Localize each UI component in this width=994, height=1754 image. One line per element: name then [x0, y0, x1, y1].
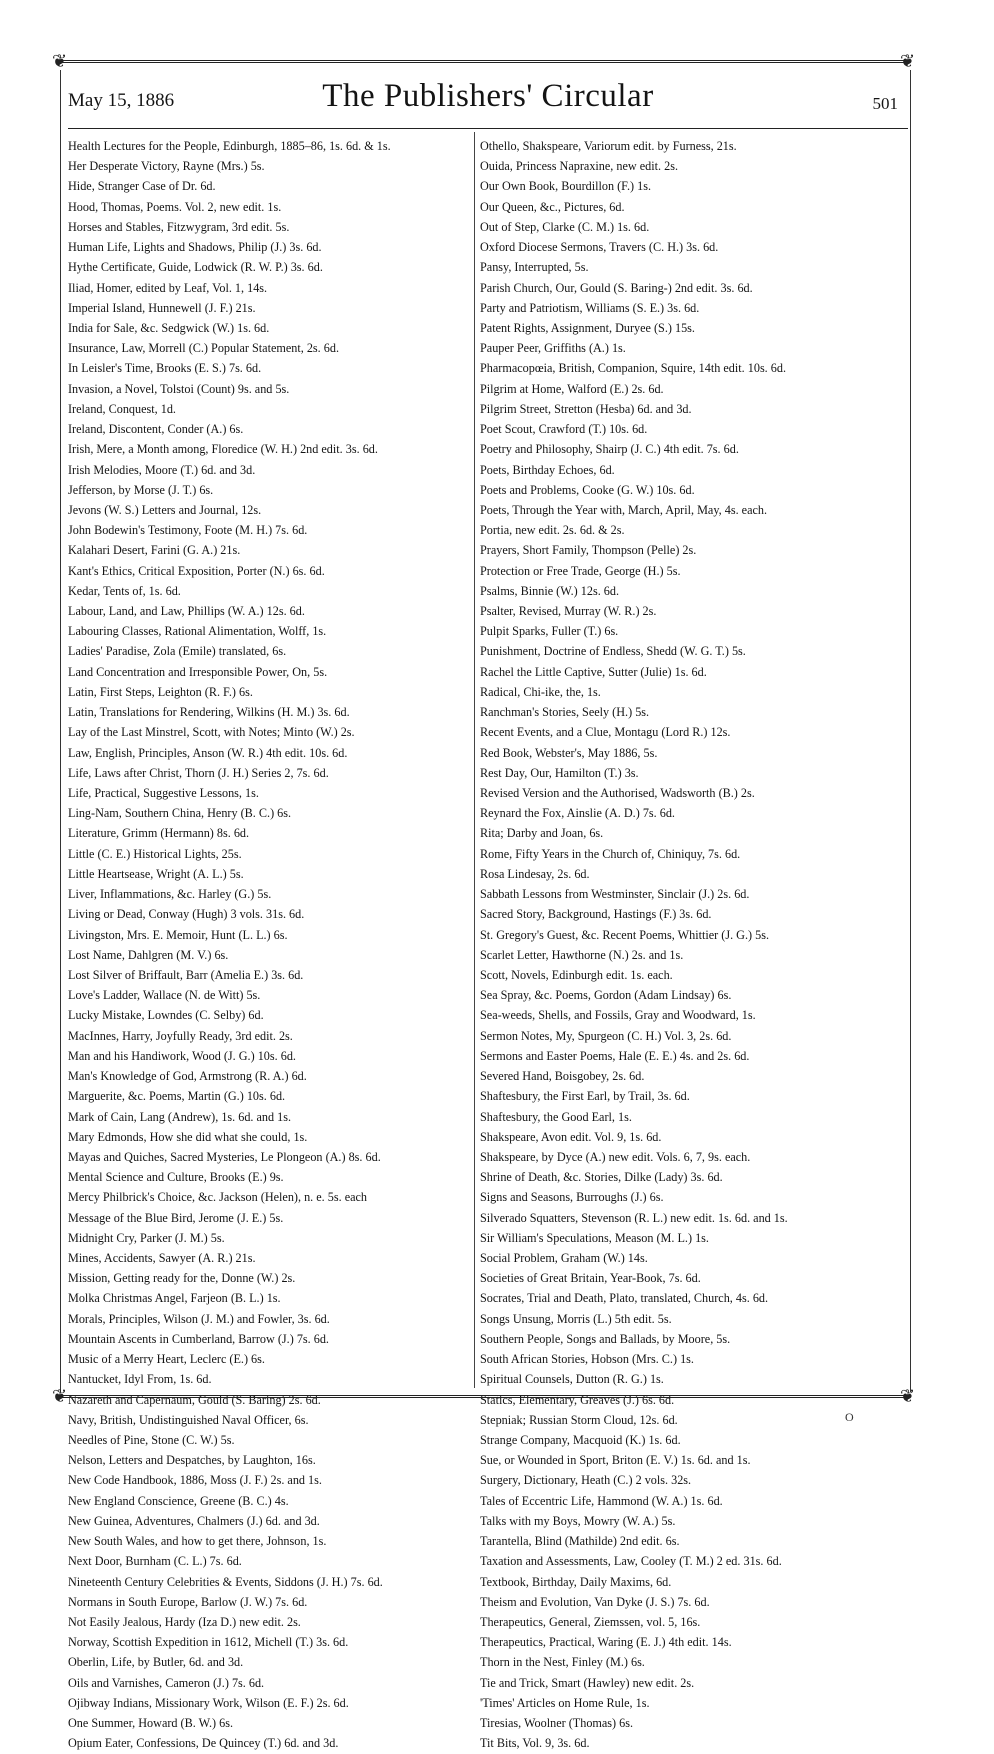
catalogue-entry: Iliad, Homer, edited by Leaf, Vol. 1, 14s. [68, 280, 268, 295]
catalogue-entry: Shakspeare, by Dyce (A.) new edit. Vols. 6, 7, 9s. each. [480, 1149, 751, 1164]
catalogue-entry: Land Concentration and Irresponsible Power, On, 5s. [68, 664, 328, 679]
catalogue-entry: In Leisler's Time, Brooks (E. S.) 7s. 6d. [68, 361, 262, 376]
catalogue-entry: Jevons (W. S.) Letters and Journal, 12s. [68, 502, 262, 517]
catalogue-entry: New Code Handbook, 1886, Moss (J. F.) 2s. and 1s. [68, 1473, 322, 1488]
catalogue-entry: Livingston, Mrs. E. Memoir, Hunt (L. L.) 6s. [68, 927, 288, 942]
column-divider [474, 132, 475, 1388]
catalogue-entry: Hide, Stranger Case of Dr. 6d. [68, 179, 216, 194]
catalogue-entry: Sabbath Lessons from Westminster, Sinclair (J.) 2s. 6d. [480, 887, 750, 902]
catalogue-entry: Lay of the Last Minstrel, Scott, with Notes; Minto (W.) 2s. [68, 725, 355, 740]
catalogue-entry: Man's Knowledge of God, Armstrong (R. A.) 6d. [68, 1069, 307, 1084]
footer-mark: O [845, 1410, 854, 1424]
catalogue-entry: Sermons and Easter Poems, Hale (E. E.) 4s. and 2s. 6d. [480, 1048, 750, 1063]
catalogue-entry: Shakspeare, Avon edit. Vol. 9, 1s. 6d. [480, 1129, 662, 1144]
catalogue-entry: Music of a Merry Heart, Leclerc (E.) 6s. [68, 1352, 265, 1367]
catalogue-entry: Tit Bits, Vol. 9, 3s. 6d. [480, 1736, 590, 1751]
catalogue-entry: Poets, Birthday Echoes, 6d. [480, 462, 615, 477]
left-column [68, 136, 470, 1754]
catalogue-entry: Poets, Through the Year with, March, April, May, 4s. each. [480, 502, 768, 517]
catalogue-entry: Lost Name, Dahlgren (M. V.) 6s. [68, 947, 229, 962]
catalogue-entry: Oberlin, Life, by Butler, 6d. and 3d. [68, 1655, 244, 1670]
catalogue-entry: Silverado Squatters, Stevenson (R. L.) new edit. 1s. 6d. and 1s. [480, 1210, 788, 1225]
catalogue-entry: Ling-Nam, Southern China, Henry (B. C.) 6s. [68, 806, 292, 821]
catalogue-entry: Rita; Darby and Joan, 6s. [480, 826, 604, 841]
catalogue-entry: Poets and Problems, Cooke (G. W.) 10s. 6d. [480, 482, 695, 497]
catalogue-entry: Shaftesbury, the Good Earl, 1s. [480, 1109, 632, 1124]
catalogue-entry: Normans in South Europe, Barlow (J. W.) 7s. 6d. [68, 1594, 308, 1609]
catalogue-entry: Pilgrim at Home, Walford (E.) 2s. 6d. [480, 381, 664, 396]
catalogue-entry: Labouring Classes, Rational Alimentation, Wolff, 1s. [68, 624, 327, 639]
catalogue-entry: Strange Company, Macquoid (K.) 1s. 6d. [480, 1433, 681, 1447]
catalogue-entry: Midnight Cry, Parker (J. M.) 5s. [68, 1230, 225, 1245]
catalogue-entry: Out of Step, Clarke (C. M.) 1s. 6d. [480, 219, 650, 234]
catalogue-entry: Little (C. E.) Historical Lights, 25s. [68, 846, 242, 861]
catalogue-entry: Therapeutics, Practical, Waring (E. J.) 4th edit. 14s. [480, 1635, 732, 1650]
catalogue-entry: Recent Events, and a Clue, Montagu (Lord R.) 12s. [480, 725, 731, 740]
catalogue-entry: Sea Spray, &c. Poems, Gordon (Adam Lindsay) 6s. [480, 988, 732, 1003]
catalogue-entry: Hythe Certificate, Guide, Lodwick (R. W. P.) 3s. 6d. [68, 260, 323, 275]
catalogue-entry: Rest Day, Our, Hamilton (T.) 3s. [480, 765, 639, 780]
catalogue-entry: Kant's Ethics, Critical Exposition, Porter (N.) 6s. 6d. [68, 563, 325, 578]
catalogue-entry: Ladies' Paradise, Zola (Emile) translated, 6s. [68, 644, 287, 659]
catalogue-entry: Shrine of Death, &c. Stories, Dilke (Lady) 3s. 6d. [480, 1170, 723, 1185]
catalogue-entry: Ouida, Princess Napraxine, new edit. 2s. [480, 159, 678, 174]
catalogue-entry: Mark of Cain, Lang (Andrew), 1s. 6d. and 1s. [68, 1109, 292, 1124]
catalogue-entry: Invasion, a Novel, Tolstoi (Count) 9s. and 5s. [68, 381, 290, 396]
catalogue-entry: Lucky Mistake, Lowndes (C. Selby) 6d. [68, 1008, 264, 1023]
catalogue-entry: Nelson, Letters and Despatches, by Laughton, 16s. [68, 1453, 316, 1468]
catalogue-entry: Red Book, Webster's, May 1886, 5s. [480, 745, 658, 760]
catalogue-entry: Lost Silver of Briffault, Barr (Amelia E.) 3s. 6d. [68, 967, 304, 982]
catalogue-entry: Morals, Principles, Wilson (J. M.) and Fowler, 3s. 6d. [68, 1311, 330, 1326]
catalogue-entry: Surgery, Dictionary, Heath (C.) 2 vols. 32s. [480, 1473, 692, 1488]
catalogue-entry: Next Door, Burnham (C. L.) 7s. 6d. [68, 1554, 242, 1569]
catalogue-entry: Theism and Evolution, Van Dyke (J. S.) 7s. 6d. [480, 1594, 710, 1609]
right-column [480, 136, 904, 1754]
catalogue-entry: Sea-weeds, Shells, and Fossils, Gray and Woodward, 1s. [480, 1008, 756, 1023]
catalogue-entry: Needles of Pine, Stone (C. W.) 5s. [68, 1433, 235, 1447]
catalogue-entry: Tales of Eccentric Life, Hammond (W. A.) 1s. 6d. [480, 1493, 723, 1508]
catalogue-entry: Prayers, Short Family, Thompson (Pelle) 2s. [480, 543, 697, 558]
catalogue-entry: Textbook, Birthday, Daily Maxims, 6d. [480, 1574, 672, 1589]
catalogue-entry: Living or Dead, Conway (Hugh) 3 vols. 31s. 6d. [68, 907, 305, 922]
catalogue-entry: Societies of Great Britain, Year-Book, 7s. 6d. [480, 1271, 701, 1286]
catalogue-entry: Kedar, Tents of, 1s. 6d. [68, 583, 181, 598]
catalogue-entry: Punishment, Doctrine of Endless, Shedd (W. G. T.) 5s. [480, 644, 746, 659]
catalogue-entry: Scott, Novels, Edinburgh edit. 1s. each. [480, 967, 673, 982]
catalogue-entry: Opium Eater, Confessions, De Quincey (T.) 6d. and 3d. [68, 1736, 339, 1751]
header-title: The Publishers' Circular [322, 78, 654, 114]
right-border-line [910, 70, 911, 1392]
catalogue-entry: Songs Unsung, Morris (L.) 5th edit. 5s. [480, 1311, 672, 1326]
catalogue-entry: Hood, Thomas, Poems. Vol. 2, new edit. 1s. [68, 199, 282, 214]
catalogue-entry: Life, Practical, Suggestive Lessons, 1s. [68, 786, 259, 800]
catalogue-entry: Mental Science and Culture, Brooks (E.) 9s. [68, 1170, 284, 1185]
bottom-double-rule [58, 1395, 910, 1398]
catalogue-entry: Parish Church, Our, Gould (S. Baring-) 2nd edit. 3s. 6d. [480, 280, 753, 295]
page-header [68, 78, 908, 118]
catalogue-entry: Taxation and Assessments, Law, Cooley (T. M.) 2 ed. 31s. 6d. [480, 1554, 782, 1569]
catalogue-entry: Spiritual Counsels, Dutton (R. G.) 1s. [480, 1372, 664, 1387]
catalogue-entry: One Summer, Howard (B. W.) 6s. [68, 1716, 234, 1731]
catalogue-entry: Southern People, Songs and Ballads, by Moore, 5s. [480, 1331, 731, 1346]
catalogue-entry: St. Gregory's Guest, &c. Recent Poems, Whittier (J. G.) 5s. [480, 927, 770, 942]
catalogue-entry: Ojibway Indians, Missionary Work, Wilson (E. F.) 2s. 6d. [68, 1695, 349, 1710]
catalogue-entry: New South Wales, and how to get there, Johnson, 1s. [68, 1534, 327, 1549]
catalogue-entry: India for Sale, &c. Sedgwick (W.) 1s. 6d. [68, 320, 270, 335]
catalogue-entry: Poetry and Philosophy, Shairp (J. C.) 4th edit. 7s. 6d. [480, 442, 739, 457]
header-date: May 15, 1886 [68, 90, 175, 111]
catalogue-entry: John Bodewin's Testimony, Foote (M. H.) 7s. 6d. [68, 523, 308, 538]
catalogue-entry: Therapeutics, General, Ziemssen, vol. 5, 16s. [480, 1614, 701, 1629]
catalogue-entry: Pulpit Sparks, Fuller (T.) 6s. [480, 624, 619, 639]
catalogue-entry: Sacred Story, Background, Hastings (F.) 3s. 6d. [480, 907, 712, 922]
catalogue-entry: Mary Edmonds, How she did what she could, 1s. [68, 1129, 308, 1144]
catalogue-entry: Life, Laws after Christ, Thorn (J. H.) Series 2, 7s. 6d. [68, 765, 329, 780]
catalogue-entry: Rosa Lindesay, 2s. 6d. [480, 866, 590, 881]
catalogue-entry: Liver, Inflammations, &c. Harley (G.) 5s. [68, 887, 272, 902]
catalogue-entry: Tie and Trick, Smart (Hawley) new edit. 2s. [480, 1675, 695, 1690]
top-right-ornament-icon: ❦ [900, 51, 916, 71]
catalogue-entry: Navy, British, Undistinguished Naval Officer, 6s. [68, 1412, 309, 1427]
catalogue-entry: Pharmacopœia, British, Companion, Squire, 14th edit. 10s. 6d. [480, 361, 787, 376]
catalogue-entry: Mercy Philbrick's Choice, &c. Jackson (Helen), n. e. 5s. each [68, 1190, 368, 1205]
catalogue-entry: Little Heartsease, Wright (A. L.) 5s. [68, 866, 244, 881]
catalogue-entry: Latin, Translations for Rendering, Wilkins (H. M.) 3s. 6d. [68, 705, 350, 720]
catalogue-entry: Scarlet Letter, Hawthorne (N.) 2s. and 1s. [480, 947, 684, 962]
catalogue-entry: Human Life, Lights and Shadows, Philip (J.) 3s. 6d. [68, 240, 322, 255]
catalogue-entry: New Guinea, Adventures, Chalmers (J.) 6d. and 3d. [68, 1513, 320, 1528]
catalogue-entry: Jefferson, by Morse (J. T.) 6s. [68, 482, 214, 497]
catalogue-entry: Law, English, Principles, Anson (W. R.) 4th edit. 10s. 6d. [68, 745, 348, 760]
catalogue-entry: Irish, Mere, a Month among, Floredice (W. H.) 2nd edit. 3s. 6d. [68, 442, 378, 457]
catalogue-entry: Signs and Seasons, Burroughs (J.) 6s. [480, 1190, 664, 1205]
catalogue-entry: Revised Version and the Authorised, Wadsworth (B.) 2s. [480, 786, 755, 800]
catalogue-entry: Othello, Shakspeare, Variorum edit. by Furness, 21s. [480, 139, 737, 153]
catalogue-entry: Nazareth and Capernaum, Gould (S. Baring) 2s. 6d. [68, 1392, 321, 1407]
catalogue-entry: Latin, First Steps, Leighton (R. F.) 6s. [68, 684, 253, 699]
catalogue-entry: Sermon Notes, My, Spurgeon (C. H.) Vol. 3, 2s. 6d. [480, 1028, 732, 1043]
catalogue-entry: Poet Scout, Crawford (T.) 10s. 6d. [480, 422, 648, 437]
catalogue-entry: Pilgrim Street, Stretton (Hesba) 6d. and 3d. [480, 401, 692, 416]
catalogue-entry: Talks with my Boys, Mowry (W. A.) 5s. [480, 1513, 676, 1528]
header-rule [68, 128, 908, 129]
catalogue-entry: Molka Christmas Angel, Farjeon (B. L.) 1s. [68, 1291, 281, 1306]
catalogue-entry: Kalahari Desert, Farini (G. A.) 21s. [68, 543, 241, 558]
catalogue-entry: Norway, Scottish Expedition in 1612, Michell (T.) 3s. 6d. [68, 1635, 349, 1650]
header-page-number: 501 [872, 94, 898, 113]
catalogue-entry: MacInnes, Harry, Joyfully Ready, 3rd edit. 2s. [68, 1028, 293, 1043]
catalogue-entry: Shaftesbury, the First Earl, by Trail, 3s. 6d. [480, 1089, 690, 1104]
catalogue-entry: Tiresias, Woolner (Thomas) 6s. [480, 1716, 634, 1731]
catalogue-entry: Marguerite, &c. Poems, Martin (G.) 10s. 6d. [68, 1089, 286, 1104]
catalogue-entry: Nineteenth Century Celebrities & Events, Siddons (J. H.) 7s. 6d. [68, 1574, 383, 1589]
catalogue-entry: Our Own Book, Bourdillon (F.) 1s. [480, 179, 652, 194]
catalogue-entry: Reynard the Fox, Ainslie (A. D.) 7s. 6d. [480, 806, 675, 821]
catalogue-entry: South African Stories, Hobson (Mrs. C.) 1s. [480, 1352, 694, 1367]
catalogue-entry: Pansy, Interrupted, 5s. [480, 260, 589, 275]
catalogue-entry: Mission, Getting ready for the, Donne (W.) 2s. [68, 1271, 296, 1286]
catalogue-entry: Health Lectures for the People, Edinburgh, 1885–86, 1s. 6d. & 1s. [68, 139, 391, 153]
catalogue-entry: Mountain Ascents in Cumberland, Barrow (J.) 7s. 6d. [68, 1331, 329, 1346]
catalogue-entry: Oils and Varnishes, Cameron (J.) 7s. 6d. [68, 1675, 265, 1690]
catalogue-entry: Horses and Stables, Fitzwygram, 3rd edit. 5s. [68, 219, 290, 234]
catalogue-entry: Socrates, Trial and Death, Plato, translated, Church, 4s. 6d. [480, 1291, 769, 1306]
catalogue-entry: Insurance, Law, Morrell (C.) Popular Statement, 2s. 6d. [68, 341, 339, 356]
catalogue-entry: Mayas and Quiches, Sacred Mysteries, Le Plongeon (A.) 8s. 6d. [68, 1149, 381, 1164]
catalogue-entry: Social Problem, Graham (W.) 14s. [480, 1251, 648, 1266]
catalogue-entry: Love's Ladder, Wallace (N. de Witt) 5s. [68, 988, 261, 1003]
catalogue-entry: Psalter, Revised, Murray (W. R.) 2s. [480, 604, 657, 619]
bottom-right-ornament-icon: ❦ [900, 1386, 916, 1406]
catalogue-entry: Message of the Blue Bird, Jerome (J. E.) 5s. [68, 1210, 284, 1225]
catalogue-entry: 'Times' Articles on Home Rule, 1s. [480, 1695, 650, 1710]
catalogue-entry: Stepniak; Russian Storm Cloud, 12s. 6d. [480, 1412, 678, 1427]
catalogue-entry: Ranchman's Stories, Seely (H.) 5s. [480, 705, 650, 720]
catalogue-entry: Psalms, Binnie (W.) 12s. 6d. [480, 583, 620, 598]
catalogue-entry: Her Desperate Victory, Rayne (Mrs.) 5s. [68, 159, 265, 174]
catalogue-entry: Not Easily Jealous, Hardy (Iza D.) new edit. 2s. [68, 1614, 301, 1629]
catalogue-entry: New England Conscience, Greene (B. C.) 4s. [68, 1493, 289, 1508]
catalogue-entry: Labour, Land, and Law, Phillips (W. A.) 12s. 6d. [68, 604, 305, 619]
top-double-rule [58, 60, 910, 63]
catalogue-entry: Mines, Accidents, Sawyer (A. R.) 21s. [68, 1251, 256, 1266]
catalogue-entry: Sue, or Wounded in Sport, Briton (E. V.) 1s. 6d. and 1s. [480, 1453, 751, 1468]
catalogue-entry: Man and his Handiwork, Wood (J. G.) 10s. 6d. [68, 1048, 296, 1063]
left-border-line [60, 70, 61, 1392]
catalogue-entry: Pauper Peer, Griffiths (A.) 1s. [480, 341, 626, 356]
catalogue-entry: Severed Hand, Boisgobey, 2s. 6d. [480, 1069, 645, 1084]
catalogue-entry: Ireland, Discontent, Conder (A.) 6s. [68, 422, 244, 437]
catalogue-entry: Party and Patriotism, Williams (S. E.) 3s. 6d. [480, 300, 700, 315]
catalogue-entry: Radical, Chi-ike, the, 1s. [480, 684, 601, 699]
catalogue-entry: Ireland, Conquest, 1d. [68, 401, 176, 416]
catalogue-entry: Statics, Elementary, Greaves (J.) 6s. 6d. [480, 1392, 675, 1407]
catalogue-entry: Irish Melodies, Moore (T.) 6d. and 3d. [68, 462, 256, 477]
catalogue-entry: Protection or Free Trade, George (H.) 5s. [480, 563, 681, 578]
catalogue-entry: Rachel the Little Captive, Sutter (Julie) 1s. 6d. [480, 664, 707, 679]
catalogue-entry: Portia, new edit. 2s. 6d. & 2s. [480, 523, 625, 538]
catalogue-entry: Literature, Grimm (Hermann) 8s. 6d. [68, 826, 250, 841]
top-left-ornament-icon: ❦ [52, 51, 68, 71]
catalogue-entry: Nantucket, Idyl From, 1s. 6d. [68, 1372, 212, 1387]
catalogue-entry: Imperial Island, Hunnewell (J. F.) 21s. [68, 300, 256, 315]
catalogue-entry: Patent Rights, Assignment, Duryee (S.) 15s. [480, 320, 695, 335]
catalogue-entry: Sir William's Speculations, Meason (M. L.) 1s. [480, 1230, 709, 1245]
bottom-left-ornament-icon: ❦ [52, 1386, 68, 1406]
catalogue-entry: Tarantella, Blind (Mathilde) 2nd edit. 6s. [480, 1534, 680, 1549]
catalogue-entry: Oxford Diocese Sermons, Travers (C. H.) 3s. 6d. [480, 240, 719, 255]
catalogue-entry: Our Queen, &c., Pictures, 6d. [480, 199, 625, 214]
catalogue-entry: Thorn in the Nest, Finley (M.) 6s. [480, 1655, 645, 1670]
catalogue-entry: Rome, Fifty Years in the Church of, Chiniquy, 7s. 6d. [480, 846, 741, 861]
